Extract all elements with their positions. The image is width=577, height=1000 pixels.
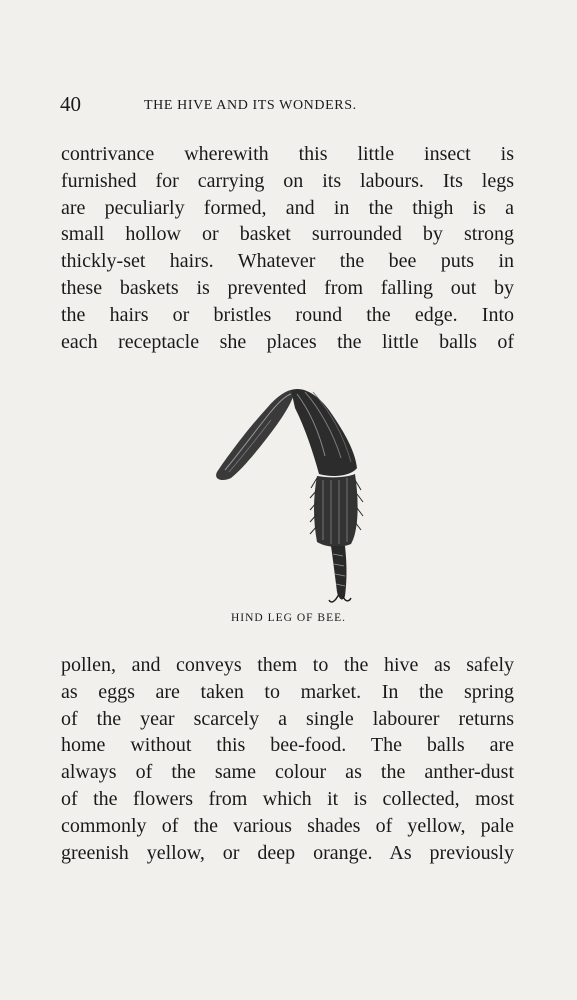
running-head: THE HIVE AND ITS WONDERS. xyxy=(144,98,357,113)
text-line: commonly of the various shades of yellow, pale xyxy=(61,814,514,837)
text-line: these baskets is prevented from falling out by xyxy=(61,276,514,299)
text-line: are peculiarly formed, and in the thigh is a xyxy=(61,196,514,219)
text-line: small hollow or basket surrounded by strong xyxy=(61,223,514,246)
text-line: contrivance wherewith this little insect is xyxy=(61,143,514,165)
text-line: furnished for carrying on its labours. Its legs xyxy=(61,169,514,192)
bee-leg-engraving xyxy=(205,380,365,610)
text-line: always of the same colour as the anther-dust xyxy=(61,761,514,784)
text-line: of the year scarcely a single labourer returns xyxy=(61,707,514,730)
bee-leg-illustration xyxy=(205,380,365,610)
text-line: of the flowers from which it is collected, most xyxy=(61,787,514,810)
text-line: greenish yellow, or deep orange. As previously xyxy=(61,841,514,864)
figure-caption: HIND LEG OF BEE. xyxy=(230,612,347,624)
text-line: pollen, and conveys them to the hive as safely xyxy=(61,654,514,676)
page-number: 40 xyxy=(60,92,81,116)
text-line: each receptacle she places the little balls of xyxy=(61,330,514,353)
body-paragraph-bottom xyxy=(61,652,514,866)
text-line: the hairs or bristles round the edge. Into xyxy=(61,303,514,326)
text-line: thickly-set hairs. Whatever the bee puts in xyxy=(61,250,514,273)
body-paragraph-top xyxy=(61,141,514,355)
text-line: as eggs are taken to market. In the spring xyxy=(61,680,514,703)
text-line: home without this bee-food. The balls are xyxy=(61,734,514,757)
page-header xyxy=(60,92,515,120)
